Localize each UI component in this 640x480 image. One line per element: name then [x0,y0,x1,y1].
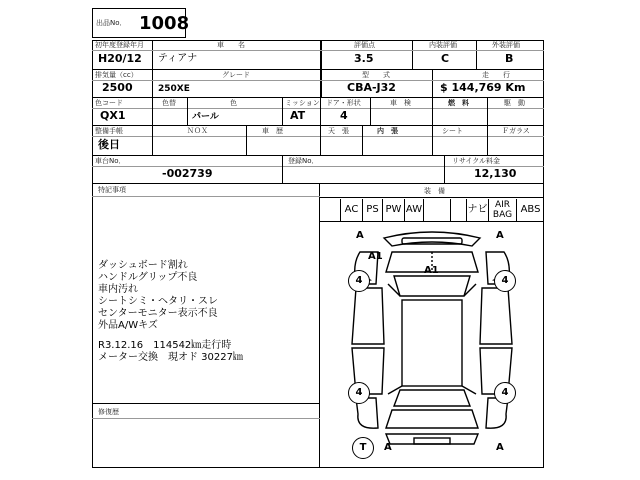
note-line: ダッシュボード割れ [98,260,188,271]
exterior-score-label: 外装評価 [492,41,520,49]
spare-tire-condition: T [352,437,374,459]
chassis-number-value: -002739 [162,167,213,180]
car-diagram [322,224,542,466]
car-name-value: ティアナ [158,53,198,64]
equip-airbag [488,199,516,221]
color-label: 色 [230,99,237,107]
row-3 [92,98,544,126]
mark-rear-right: A [496,442,504,453]
roof-outline [402,300,462,386]
model-label: 型 式 [362,71,390,79]
trunk-outline [386,410,478,428]
interior-score-value: C [441,52,450,65]
first-reg-value: H20/12 [98,52,142,65]
displacement-value: 2500 [102,81,133,94]
displacement-label: 排気量（cc） [95,71,138,79]
plate-outline [414,438,450,444]
registration-number-label: 登録No． [288,157,319,165]
equip-ac: AC [340,199,362,221]
score-label: 評価点 [354,41,375,49]
color-value: パール [192,112,219,122]
rear-bumper-outline [386,434,478,444]
transmission-value: AT [290,109,306,122]
repair-history-section [92,404,320,468]
rear-window-outline [394,390,470,406]
note-line: ハンドルグリップ不良 [98,272,198,283]
lot-number-label: 出品No． [96,19,127,27]
maintenance-book-value: 後日 [98,138,120,151]
drive-label: 駆 動 [504,99,525,107]
car-name-label: 車 名 [217,41,245,49]
equip-ps: PS [362,199,382,221]
headliner-label: 天 張 [328,127,349,135]
mark-front-left-fender: A1 [368,251,383,262]
mileage-label: 走 行 [482,71,510,79]
note-line: メーター交換 現オド 30227㎞ [98,352,243,363]
door-shape-label: ドア・形状 [326,99,361,107]
color-code-label: 色コード [95,99,123,107]
lot-number-box [92,8,190,38]
chassis-number-label: 車台No． [95,157,126,165]
mark-roof: A1 [424,265,439,276]
recycle-fee-value: 12,130 [474,167,517,180]
front-glass-label: Ｆガラス [502,127,530,135]
equipment-header [320,184,544,198]
first-reg-label: 初年度登録年月 [95,41,144,49]
interior-trim-label: 内 張 [377,127,398,135]
fuel-label: 燃 料 [448,99,469,107]
recycle-fee-label: リサイクル料金 [452,157,501,165]
model-value: CBA-J32 [347,81,396,94]
mark-front-right: A [496,230,504,241]
transmission-label: ミッション [285,99,320,107]
exterior-score-value: B [505,52,514,65]
note-line: シートシミ・ヘタリ・スレ [98,296,218,307]
inspection-label: 車 検 [390,99,411,107]
note-line: R3.12.16 114542㎞走行時 [98,340,232,351]
interior-score-label: 内装評価 [429,41,457,49]
tire-front-right-condition: 4 [494,270,516,292]
notes-label: 特記事項 [98,186,126,194]
equip-pw: PW [382,199,404,221]
row-1 [92,40,544,70]
grade-value: 250XE [158,84,190,94]
mark-front-left: A [356,230,364,241]
equip-aw: AW [404,199,424,221]
equip-airbag-label: AIR BAG [492,200,513,220]
color-change-label: 色替 [162,99,176,107]
grade-label: グレード [222,71,250,79]
equipment-label: 装 備 [424,187,445,195]
notes-section [92,184,320,404]
vehicle-history-label: 車 歴 [262,127,283,135]
equip-abs: ABS [516,199,544,221]
windshield-outline [394,276,470,296]
row-2 [92,70,544,98]
tire-rear-left-condition: 4 [348,382,370,404]
note-line: 車内汚れ [98,284,138,295]
maintenance-book-label: 整備手帳 [95,127,123,135]
equip-blank [450,199,466,221]
row-5 [92,156,544,184]
equip-navi: ナビ [466,199,488,221]
door-count-value: 4 [340,109,348,122]
note-line: センターモニター表示不良 [98,308,218,319]
left-front-door [352,288,384,344]
right-front-door [480,288,512,344]
color-code-value: QX1 [100,109,126,122]
mileage-value: $ 144,769 Km [440,81,526,94]
tire-front-left-condition: 4 [348,270,370,292]
seat-label: シート [442,127,463,135]
tire-rear-right-condition: 4 [494,382,516,404]
nox-label: ＮＯＸ [187,127,208,135]
score-value: 3.5 [354,52,374,65]
note-line: 外品A/Wキズ [98,320,158,331]
repair-history-label: 修復歴 [98,408,119,416]
row-4 [92,126,544,156]
mark-rear-left: A [384,442,392,453]
lot-number-value: 1008 [139,13,190,34]
